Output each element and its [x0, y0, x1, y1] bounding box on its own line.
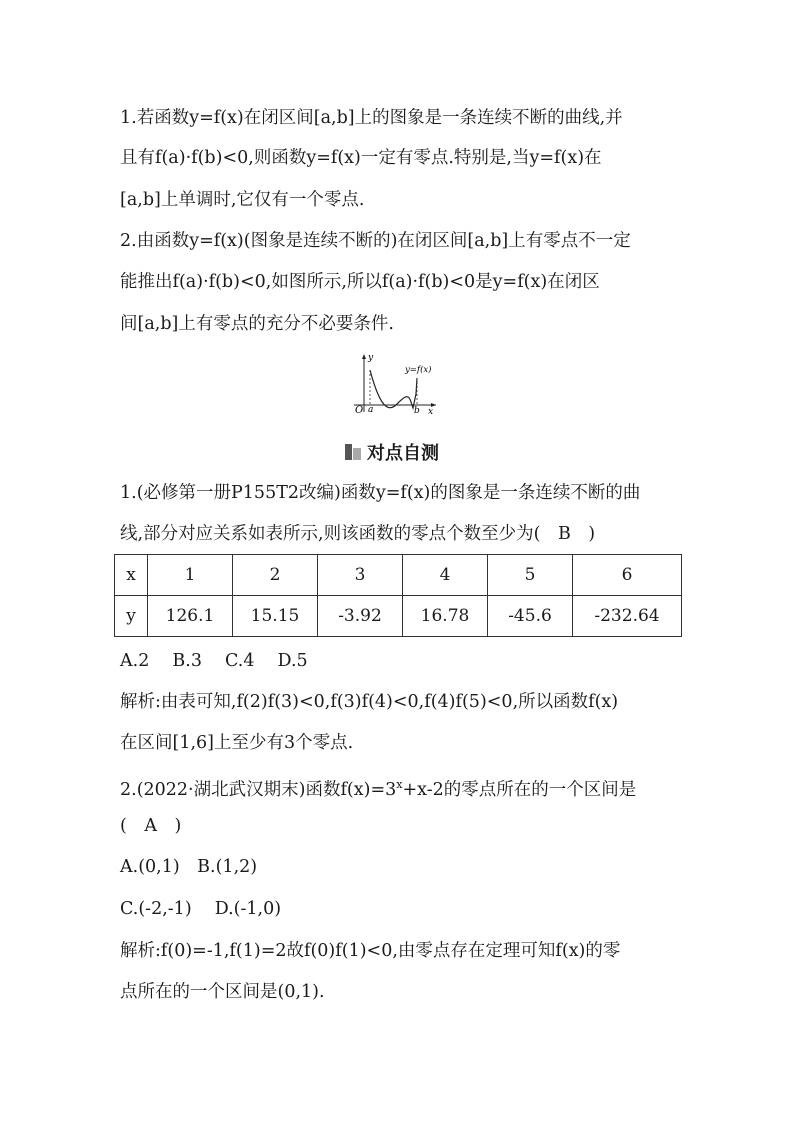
table-cell: 3 — [318, 555, 403, 596]
table-cell: 4 — [403, 555, 488, 596]
q2-stem-line-1 — [120, 773, 636, 802]
table-cell: 6 — [573, 555, 682, 596]
text-line-6: 间[a,b]上有零点的充分不必要条件. — [120, 314, 394, 334]
table-cell: 16.78 — [403, 596, 488, 637]
text-line-1: 1.若函数y=f(x)在闭区间[a,b]上的图象是一条连续不断的曲线,并 — [120, 108, 623, 128]
table-cell: 2 — [233, 555, 318, 596]
q2-stem-pre: 2.(2022·湖北武汉期末)函数f(x)=3 — [120, 779, 397, 800]
a-label: a — [368, 405, 374, 415]
table-cell: 5 — [488, 555, 573, 596]
table-row-x — [115, 555, 682, 596]
q2-stem-line-2: ( A ) — [120, 816, 182, 836]
function-curve — [370, 370, 417, 408]
b-label: b — [414, 406, 420, 416]
y-axis-label: y — [368, 353, 374, 363]
q2-stem-exponent: x — [396, 778, 403, 791]
table-row-y — [115, 596, 682, 637]
table-cell: -3.92 — [318, 596, 403, 637]
text-line-2: 且有f(a)·f(b)<0,则函数y=f(x)一定有零点.特别是,当y=f(x)在 — [120, 148, 602, 168]
table-cell: 15.15 — [233, 596, 318, 637]
table-cell: -232.64 — [573, 596, 682, 637]
q1-options: A.2 B.3 C.4 D.5 — [120, 651, 308, 671]
q2-analysis-line-1: 解析:f(0)=-1,f(1)=2故f(0)f(1)<0,由零点存在定理可知f(x)的零 — [120, 941, 621, 961]
function-graph-figure — [348, 350, 444, 416]
table-cell: x — [115, 555, 148, 596]
q2-options-cd: C.(-2,-1) D.(-1,0) — [120, 899, 282, 919]
q2-analysis-line-2: 点所在的一个区间是(0,1). — [120, 982, 325, 1002]
q1-stem-line-2: 线,部分对应关系如表所示,则该函数的零点个数至少为( B ) — [120, 524, 596, 544]
q1-analysis-line-2: 在区间[1,6]上至少有3个零点. — [120, 733, 354, 753]
text-line-5: 能推出f(a)·f(b)<0,如图所示,所以f(a)·f(b)<0是y=f(x)在闭区 — [120, 272, 600, 292]
section-title: 对点自测 — [367, 443, 439, 464]
value-table — [114, 554, 682, 637]
table-cell: y — [115, 596, 148, 637]
text-line-4: 2.由函数y=f(x)(图象是连续不断的)在闭区间[a,b]上有零点不一定 — [120, 231, 631, 251]
origin-label: O — [355, 405, 364, 416]
table-cell: 1 — [148, 555, 233, 596]
section-marker-icon — [345, 444, 361, 460]
q2-options-ab: A.(0,1) B.(1,2) — [120, 857, 258, 877]
q1-stem-line-1: 1.(必修第一册P155T2改编)函数y=f(x)的图象是一条连续不断的曲 — [120, 483, 641, 503]
x-axis-label: x — [428, 407, 434, 416]
curve-label: y=f(x) — [405, 365, 432, 375]
q2-stem-post: +x-2的零点所在的一个区间是 — [402, 779, 637, 800]
y-axis-arrow — [362, 354, 366, 359]
q1-analysis-line-1: 解析:由表可知,f(2)f(3)<0,f(3)f(4)<0,f(4)f(5)<0,所以函数f(x) — [120, 692, 619, 712]
table-cell: 126.1 — [148, 596, 233, 637]
text-line-3: [a,b]上单调时,它仅有一个零点. — [120, 190, 365, 210]
table-cell: -45.6 — [488, 596, 573, 637]
section-heading — [345, 440, 439, 464]
